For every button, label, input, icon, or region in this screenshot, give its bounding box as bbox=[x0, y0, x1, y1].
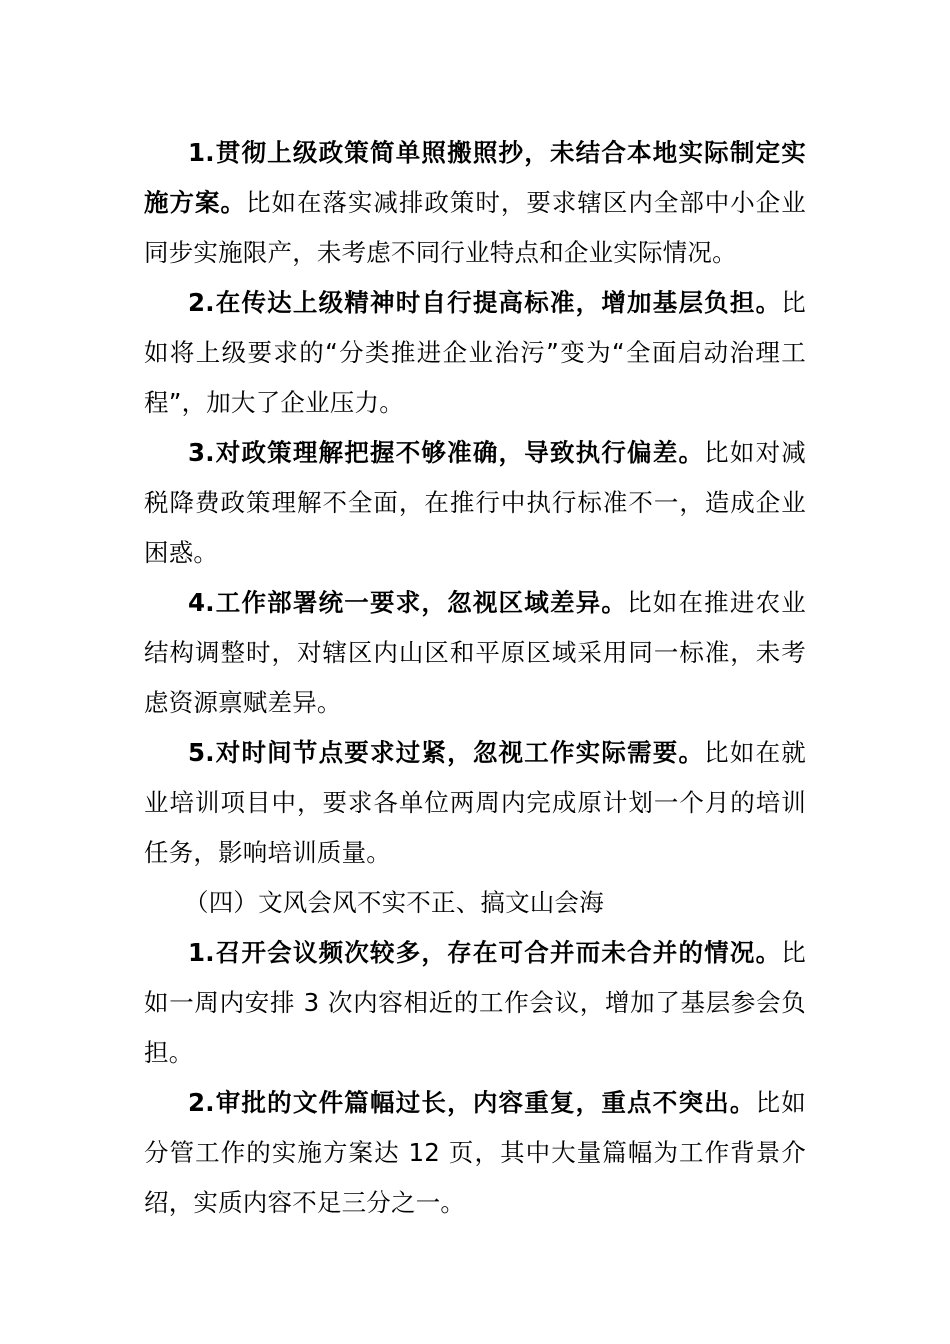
paragraph-5-body: 比如在就业培训项目中，要求各单位两周内完成原计划一个月的培训任务，影响培训质量。 bbox=[144, 738, 806, 867]
paragraph-5 bbox=[144, 728, 806, 878]
paragraph-4-body: 比如在推进农业结构调整时，对辖区内山区和平原区域采用同一标准，未考虑资源禀赋差异。 bbox=[144, 588, 806, 717]
paragraph-2 bbox=[144, 278, 806, 428]
section-paragraph-2 bbox=[144, 1078, 806, 1228]
paragraph-4 bbox=[144, 578, 806, 728]
section-heading: （四）文风会风不实不正、搞文山会海 bbox=[184, 888, 604, 917]
section-paragraph-1 bbox=[144, 928, 806, 1078]
section-paragraph-1-body: 比如一周内安排 3 次内容相近的工作会议，增加了基层参会负担。 bbox=[144, 938, 806, 1067]
paragraph-3-body: 比如对减税降费政策理解不全面，在推行中执行标准不一，造成企业困惑。 bbox=[144, 438, 806, 567]
section-paragraph-2-lead: 2.审批的文件篇幅过长，内容重复，重点不突出。 bbox=[188, 1088, 756, 1117]
paragraph-3 bbox=[144, 428, 806, 578]
paragraph-2-lead: 2.在传达上级精神时自行提高标准，增加基层负担。 bbox=[188, 288, 782, 317]
paragraph-1-body: 比如在落实减排政策时，要求辖区内全部中小企业同步实施限产，未考虑不同行业特点和企业实际情况。 bbox=[144, 188, 806, 267]
section-paragraph-2-body: 比如分管工作的实施方案达 12 页，其中大量篇幅为工作背景介绍，实质内容不足三分之一。 bbox=[144, 1088, 806, 1217]
paragraph-2-body: 比如将上级要求的“分类推进企业治污”变为“全面启动治理工程”，加大了企业压力。 bbox=[144, 288, 806, 417]
section-paragraph-1-lead: 1.召开会议频次较多，存在可合并而未合并的情况。 bbox=[188, 938, 782, 967]
paragraph-5-lead: 5.对时间节点要求过紧，忽视工作实际需要。 bbox=[188, 738, 705, 767]
paragraph-3-lead: 3.对政策理解把握不够准确，导致执行偏差。 bbox=[188, 438, 705, 467]
paragraph-4-lead: 4.工作部署统一要求，忽视区域差异。 bbox=[188, 588, 628, 617]
paragraph-1 bbox=[144, 128, 806, 278]
paragraph-1-lead: 1.贯彻上级政策简单照搬照抄，未结合本地实际制定实施方案。 bbox=[144, 138, 806, 217]
document-page bbox=[144, 128, 806, 1228]
